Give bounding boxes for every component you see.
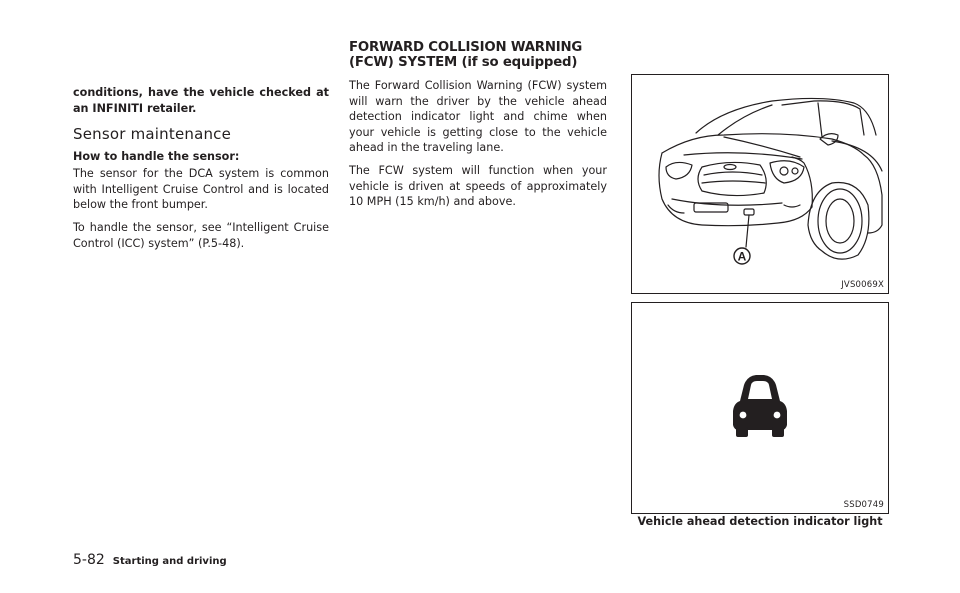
figure-code: JVS0069X bbox=[841, 280, 884, 290]
paragraph: To handle the sensor, see “Intelligent Cruise Control (ICC) system” (P.5-48). bbox=[73, 220, 329, 250]
indicator-figure bbox=[631, 302, 889, 514]
fcw-heading: FORWARD COLLISION WARNING (FCW) SYSTEM (if so equipped) bbox=[349, 40, 583, 70]
continuation-text: conditions, have the vehicle checked at an INFINITI retailer. bbox=[73, 86, 329, 115]
car-illustration bbox=[632, 75, 888, 293]
page-number: 5-82 bbox=[73, 552, 105, 568]
chapter-title: Starting and driving bbox=[112, 556, 227, 567]
car-sensor-figure bbox=[631, 74, 889, 294]
paragraph: The Forward Collision Warning (FCW) system will warn the driver by the vehicle ahead detection indicator light and chime when your vehicle is getting close to the vehicle ahead in the traveling lane. bbox=[349, 79, 607, 155]
paragraph: The sensor for the DCA system is common with Intelligent Cruise Control and is located below the front bumper. bbox=[73, 167, 329, 212]
paragraph: The FCW system will function when your vehicle is driven at speeds of approximately 10 MPH (15 km/h) and above. bbox=[349, 163, 607, 209]
page-footer bbox=[73, 549, 227, 568]
subheading: How to handle the sensor: bbox=[73, 150, 240, 164]
vehicle-ahead-icon bbox=[632, 303, 888, 513]
section-heading: Sensor maintenance bbox=[73, 125, 232, 144]
figure-caption: Vehicle ahead detection indicator light bbox=[637, 515, 883, 528]
callout-a-label: A bbox=[737, 249, 747, 264]
middle-column bbox=[349, 40, 607, 217]
left-column bbox=[73, 85, 329, 258]
figure-code: SSD0749 bbox=[843, 500, 884, 510]
